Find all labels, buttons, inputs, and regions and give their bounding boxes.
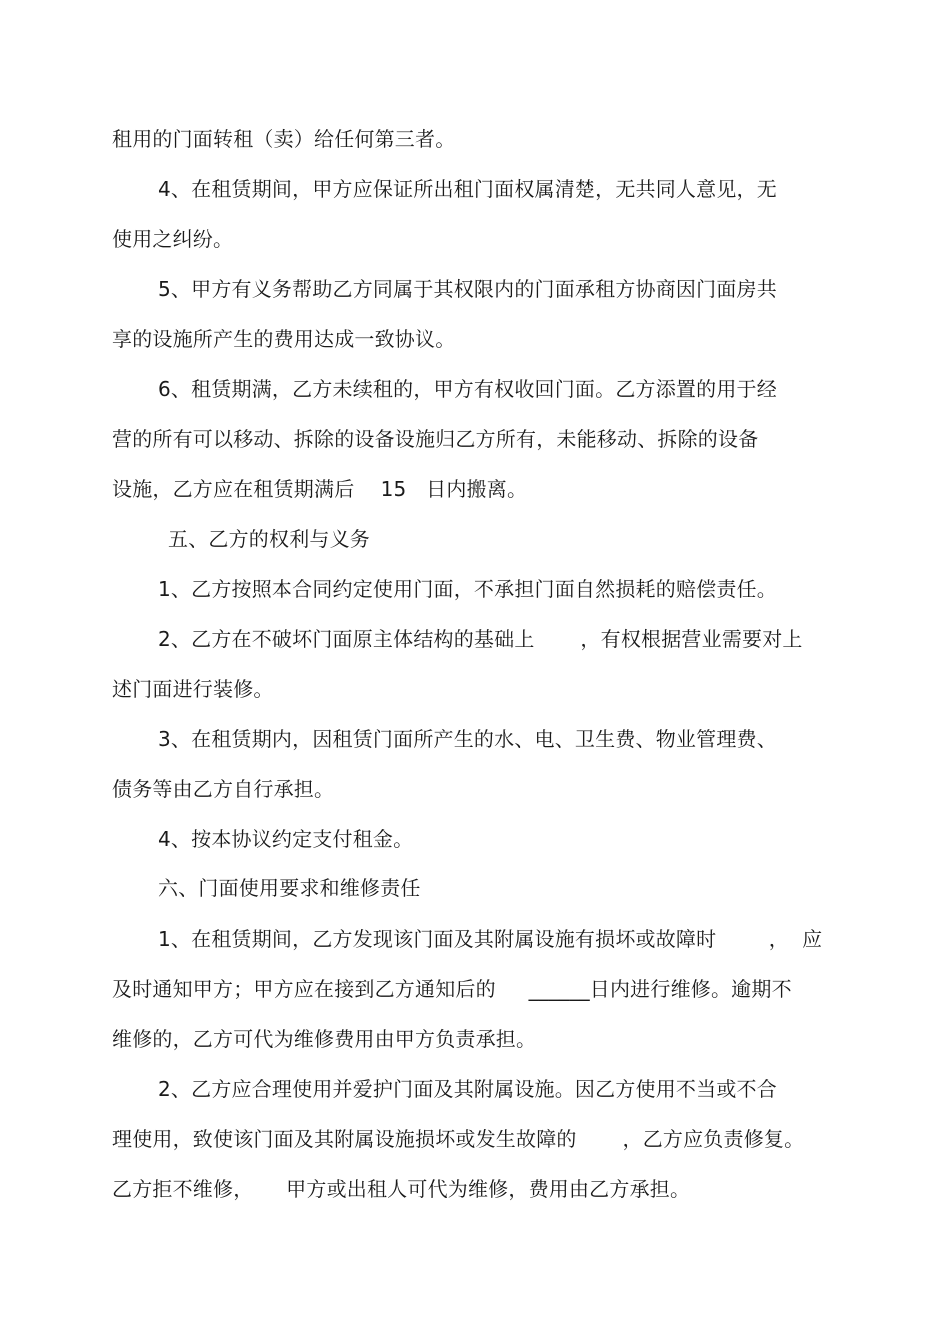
section-heading: 五、乙方的权利与义务 <box>168 527 370 551</box>
text-line: 享的设施所产生的费用达成一致协议。 <box>112 327 456 351</box>
text-line: 1、乙方按照本合同约定使用门面，不承担门面自然损耗的赔偿责任。 <box>158 577 777 601</box>
text-line: 4、按本协议约定支付租金。 <box>158 827 414 851</box>
text-line: 乙方拒不维修， 甲方或出租人可代为维修，费用由乙方承担。 <box>112 1177 691 1201</box>
text-line: 5、甲方有义务帮助乙方同属于其权限内的门面承租方协商因门面房共 <box>158 277 777 301</box>
text-line: 及时通知甲方；甲方应在接到乙方通知后的 ______日内进行维修。逾期不 <box>112 977 792 1001</box>
text-line: 1、在租赁期间，乙方发现该门面及其附属设施有损坏或故障时 ， 应 <box>158 927 823 951</box>
text-line: 设施，乙方应在租赁期满后 15 日内搬离。 <box>112 477 528 501</box>
text-line: 营的所有可以移动、拆除的设备设施归乙方所有，未能移动、拆除的设备 <box>112 427 759 451</box>
text-line: 述门面进行装修。 <box>112 677 274 701</box>
text-line: 4、在租赁期间，甲方应保证所出租门面权属清楚，无共同人意见，无 <box>158 177 777 201</box>
text-line: 租用的门面转租（卖）给任何第三者。 <box>112 127 456 151</box>
text-line: 2、乙方在不破坏门面原主体结构的基础上 ，有权根据营业需要对上 <box>158 627 803 651</box>
text-line: 3、在租赁期内，因租赁门面所产生的水、电、卫生费、物业管理费、 <box>158 727 777 751</box>
text-line: 6、租赁期满，乙方未续租的，甲方有权收回门面。乙方添置的用于经 <box>158 377 777 401</box>
section-heading: 六、门面使用要求和维修责任 <box>158 876 421 900</box>
text-line: 理使用，致使该门面及其附属设施损坏或发生故障的 ，乙方应负责修复。 <box>112 1127 805 1151</box>
text-line: 债务等由乙方自行承担。 <box>112 777 335 801</box>
text-line: 维修的，乙方可代为维修费用由甲方负责承担。 <box>112 1027 537 1051</box>
text-line: 使用之纠纷。 <box>112 227 234 251</box>
text-line: 2、乙方应合理使用并爱护门面及其附属设施。因乙方使用不当或不合 <box>158 1077 777 1101</box>
